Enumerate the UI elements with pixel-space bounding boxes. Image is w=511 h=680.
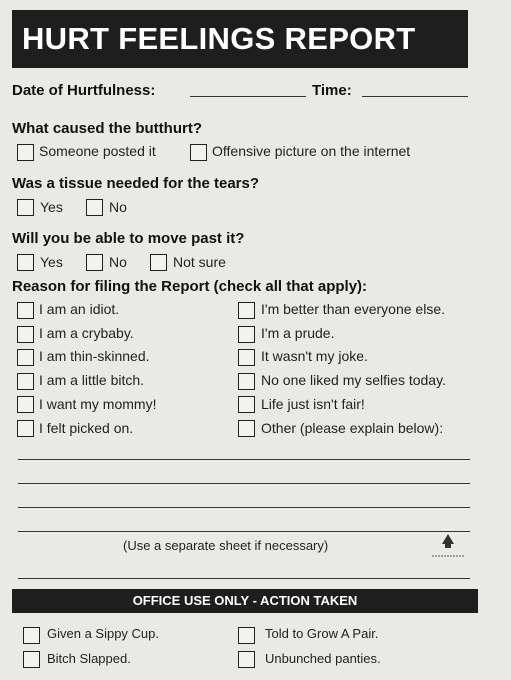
checkbox-reason-joke[interactable] [238, 349, 255, 366]
checkbox-slapped[interactable] [23, 651, 40, 668]
checkbox-unbunched[interactable] [238, 651, 255, 668]
checkbox-move-not-sure[interactable] [150, 254, 167, 271]
checkbox-reason-idiot[interactable] [17, 302, 34, 319]
time-label: Time: [312, 82, 352, 99]
option-move-not-sure: Not sure [173, 254, 226, 270]
explain-line-1[interactable] [18, 459, 470, 460]
explain-line-3[interactable] [18, 507, 470, 508]
reason-joke: It wasn't my joke. [261, 348, 368, 364]
office-use-header: OFFICE USE ONLY - ACTION TAKEN [12, 589, 478, 613]
q2-label: Was a tissue needed for the tears? [12, 175, 260, 192]
reason-picked-on: I felt picked on. [39, 420, 134, 436]
checkbox-move-no[interactable] [86, 254, 103, 271]
checkbox-offensive-picture[interactable] [190, 144, 207, 161]
q3-label: Will you be able to move past it? [12, 230, 245, 247]
reason-thin-skinned: I am thin-skinned. [39, 348, 150, 364]
action-unbunched: Unbunched panties. [265, 651, 381, 666]
explain-line-5[interactable] [18, 578, 470, 579]
date-label: Date of Hurtfulness: [12, 82, 156, 99]
separate-sheet-note: (Use a separate sheet if necessary) [123, 538, 329, 553]
action-slapped: Bitch Slapped. [47, 651, 131, 666]
checkbox-tissue-yes[interactable] [17, 199, 34, 216]
option-move-no: No [109, 254, 127, 270]
checkbox-sippy-cup[interactable] [23, 627, 40, 644]
checkbox-reason-better[interactable] [238, 302, 255, 319]
checkbox-reason-prude[interactable] [238, 326, 255, 343]
checkbox-reason-not-fair[interactable] [238, 396, 255, 413]
checkbox-reason-mommy[interactable] [17, 396, 34, 413]
checkbox-reason-crybaby[interactable] [17, 326, 34, 343]
reason-other: Other (please explain below): [261, 420, 444, 436]
option-tissue-no: No [109, 199, 127, 215]
option-offensive-picture: Offensive picture on the internet [212, 143, 411, 159]
checkbox-reason-picked-on[interactable] [17, 420, 34, 437]
checkbox-reason-selfies[interactable] [238, 373, 255, 390]
checkbox-reason-other[interactable] [238, 420, 255, 437]
action-grow-pair: Told to Grow A Pair. [265, 626, 379, 641]
explain-line-4[interactable] [18, 531, 470, 532]
checkbox-reason-little[interactable] [17, 373, 34, 390]
reason-little: I am a little bitch. [39, 372, 145, 388]
reason-mommy: I want my mommy! [39, 396, 157, 412]
publisher-logo [428, 532, 468, 562]
explain-line-2[interactable] [18, 483, 470, 484]
q4-label: Reason for filing the Report (check all that apply): [12, 278, 368, 295]
checkbox-move-yes[interactable] [17, 254, 34, 271]
option-someone-posted: Someone posted it [39, 143, 156, 159]
reason-crybaby: I am a crybaby. [39, 325, 134, 341]
option-tissue-yes: Yes [40, 199, 63, 215]
page-title: HURT FEELINGS REPORT [12, 10, 468, 68]
reason-better: I'm better than everyone else. [261, 301, 445, 317]
option-move-yes: Yes [40, 254, 63, 270]
time-field[interactable] [362, 96, 468, 97]
action-sippy-cup: Given a Sippy Cup. [47, 626, 160, 641]
q1-label: What caused the butthurt? [12, 120, 202, 137]
date-field[interactable] [190, 96, 306, 97]
reason-prude: I'm a prude. [261, 325, 335, 341]
checkbox-grow-pair[interactable] [238, 627, 255, 644]
reason-selfies: No one liked my selfies today. [261, 372, 446, 388]
reason-idiot: I am an idiot. [39, 301, 120, 317]
checkbox-reason-thin-skinned[interactable] [17, 349, 34, 366]
reason-not-fair: Life just isn't fair! [261, 396, 365, 412]
checkbox-tissue-no[interactable] [86, 199, 103, 216]
checkbox-someone-posted[interactable] [17, 144, 34, 161]
